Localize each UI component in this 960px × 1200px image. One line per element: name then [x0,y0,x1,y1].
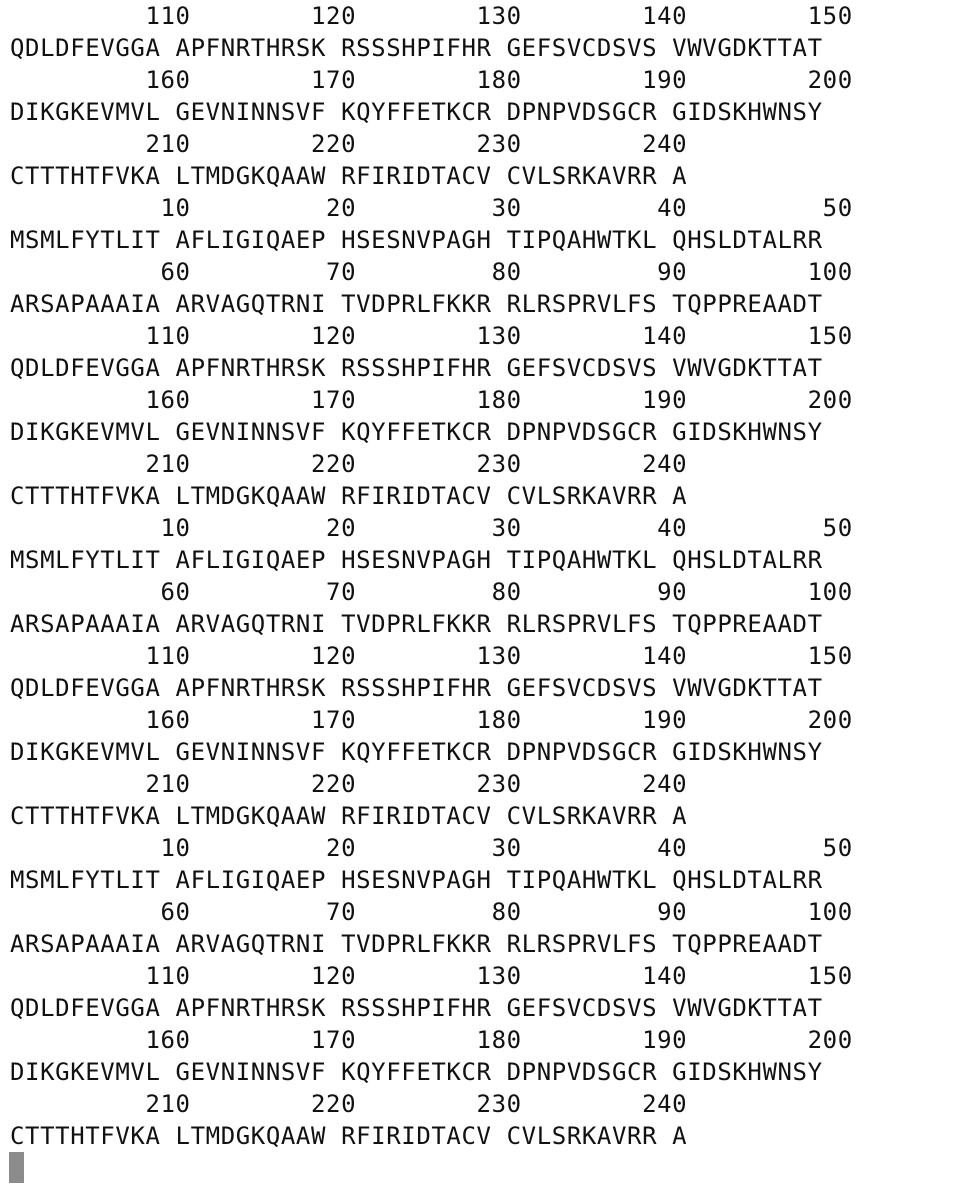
terminal-line-sequence: MSMLFYTLIT AFLIGIQAEP HSESNVPAGH TIPQAHWTKL QHSLDTALRR [10,226,823,254]
terminal-line-sequence: QDLDFEVGGA APFNRTHRSK RSSSHPIFHR GEFSVCDSVS VWVGDKTTAT [10,354,823,382]
terminal-line-sequence: ARSAPAAAIA ARVAGQTRNI TVDPRLFKKR RLRSPRVLFS TQPPREAADT [10,290,823,318]
terminal-line-ruler: 110 120 130 140 150 [10,322,853,350]
terminal-line-ruler: 60 70 80 90 100 [10,258,853,286]
terminal-line-ruler: 110 120 130 140 150 [10,962,853,990]
terminal-line-sequence: MSMLFYTLIT AFLIGIQAEP HSESNVPAGH TIPQAHWTKL QHSLDTALRR [10,866,823,894]
terminal-line-ruler: 210 220 230 240 [10,1090,688,1118]
terminal-line-ruler: 10 20 30 40 50 [10,834,853,862]
terminal-line-sequence: QDLDFEVGGA APFNRTHRSK RSSSHPIFHR GEFSVCDSVS VWVGDKTTAT [10,994,823,1022]
terminal-line-sequence: DIKGKEVMVL GEVNINNSVF KQYFFETKCR DPNPVDSGCR GIDSKHWNSY [10,418,823,446]
terminal-line-ruler: 60 70 80 90 100 [10,578,853,606]
terminal-line-sequence: DIKGKEVMVL GEVNINNSVF KQYFFETKCR DPNPVDSGCR GIDSKHWNSY [10,738,823,766]
block-cursor-icon [9,1152,24,1183]
terminal-line-sequence: MSMLFYTLIT AFLIGIQAEP HSESNVPAGH TIPQAHWTKL QHSLDTALRR [10,546,823,574]
terminal-line-ruler: 10 20 30 40 50 [10,194,853,222]
terminal-line-sequence: CTTTHTFVKA LTMDGKQAAW RFIRIDTACV CVLSRKAVRR A [10,1122,688,1150]
terminal-line-ruler: 160 170 180 190 200 [10,66,853,94]
terminal-line-ruler: 160 170 180 190 200 [10,386,853,414]
terminal-line-ruler: 210 220 230 240 [10,130,688,158]
terminal-line-sequence: QDLDFEVGGA APFNRTHRSK RSSSHPIFHR GEFSVCDSVS VWVGDKTTAT [10,674,823,702]
terminal-line-ruler: 10 20 30 40 50 [10,514,853,542]
terminal-line-sequence: CTTTHTFVKA LTMDGKQAAW RFIRIDTACV CVLSRKAVRR A [10,802,688,830]
terminal-line-ruler: 160 170 180 190 200 [10,706,853,734]
terminal-line-sequence: CTTTHTFVKA LTMDGKQAAW RFIRIDTACV CVLSRKAVRR A [10,162,688,190]
terminal-line-sequence: DIKGKEVMVL GEVNINNSVF KQYFFETKCR DPNPVDSGCR GIDSKHWNSY [10,1058,823,1086]
terminal-line-ruler: 160 170 180 190 200 [10,1026,853,1054]
terminal-line-sequence: ARSAPAAAIA ARVAGQTRNI TVDPRLFKKR RLRSPRVLFS TQPPREAADT [10,610,823,638]
terminal-output [10,0,950,1152]
terminal-line-ruler: 110 120 130 140 150 [10,2,853,30]
terminal-line-ruler: 210 220 230 240 [10,770,688,798]
terminal-line-sequence: DIKGKEVMVL GEVNINNSVF KQYFFETKCR DPNPVDSGCR GIDSKHWNSY [10,98,823,126]
terminal-line-ruler: 210 220 230 240 [10,450,688,478]
terminal-line-ruler: 110 120 130 140 150 [10,642,853,670]
terminal-line-sequence: ARSAPAAAIA ARVAGQTRNI TVDPRLFKKR RLRSPRVLFS TQPPREAADT [10,930,823,958]
terminal-line-sequence: QDLDFEVGGA APFNRTHRSK RSSSHPIFHR GEFSVCDSVS VWVGDKTTAT [10,34,823,62]
terminal-line-sequence: CTTTHTFVKA LTMDGKQAAW RFIRIDTACV CVLSRKAVRR A [10,482,688,510]
terminal-line-ruler: 60 70 80 90 100 [10,898,853,926]
